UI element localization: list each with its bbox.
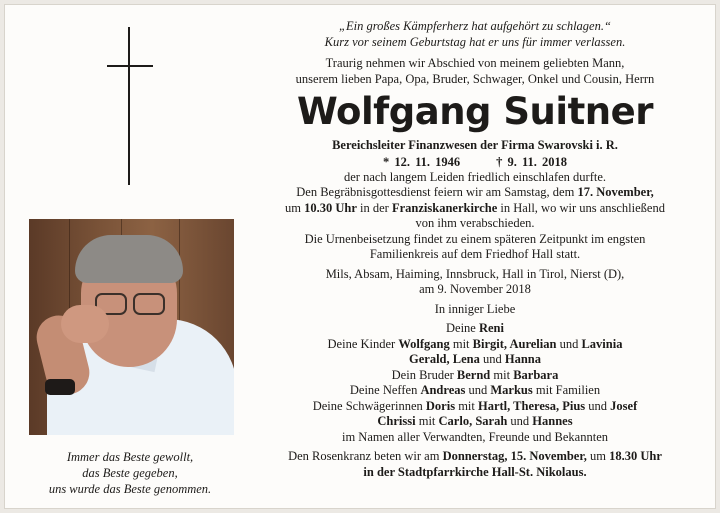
death-date: † 9. 11. 2018 <box>496 154 568 169</box>
memorial-quote-line: das Beste gegeben, <box>82 466 178 480</box>
obituary-card <box>4 4 716 509</box>
urn-line-2: Familienkreis auf dem Friedhof Hall statt. <box>369 247 581 261</box>
date-line: am 9. November 2018 <box>419 282 531 296</box>
obituary-text <box>245 19 705 480</box>
family-brother: Dein Bruder Bernd mit Barbara <box>391 367 559 382</box>
family-children: Deine Kinder Wolfgang mit Birgit, Aurelian und Lavinia <box>327 336 623 351</box>
love-line: In inniger Liebe <box>434 301 516 316</box>
family-others: im Namen aller Verwandten, Freunde und Bekannten <box>341 429 608 444</box>
rosary-church: in der Stadtpfarrkirche Hall-St. Nikolaus. <box>363 464 587 479</box>
funeral-line: Den Begräbnisgottesdienst feiern wir am Samstag, dem 17. November, <box>296 185 654 199</box>
opening-quote-line-2: Kurz vor seinem Geburtstag hat er uns für immer verlassen. <box>324 34 626 49</box>
rosary-line: Den Rosenkranz beten wir am Donnerstag, 15. November, um 18.30 Uhr <box>288 449 662 463</box>
family-children-2: Gerald, Lena und Hanna <box>409 352 541 366</box>
funeral-time-line: um 10.30 Uhr in der Franziskanerkirche in Hall, wo wir uns anschließend <box>285 200 665 215</box>
birth-date: * 12. 11. 1946 <box>382 154 461 169</box>
memorial-quote-line: uns wurde das Beste genommen. <box>48 482 212 496</box>
places-line: Mils, Absam, Haiming, Innsbruck, Hall in Tirol, Nierst (D), <box>325 266 625 281</box>
deceased-name: Wolfgang Suitner <box>297 90 653 133</box>
memorial-quote-line: Immer das Beste gewollt, <box>66 450 194 464</box>
portrait-photo <box>29 219 234 435</box>
intro-line: Traurig nehmen wir Abschied von meinem geliebten Mann, <box>325 56 625 70</box>
urn-line: Die Urnenbeisetzung findet zu einem späteren Zeitpunkt im engsten <box>304 231 646 246</box>
memorial-quote <box>15 449 245 497</box>
intro-line: unserem lieben Papa, Opa, Bruder, Schwager, Onkel und Cousin, Herrn <box>295 71 655 86</box>
opening-quote: „Ein großes Kämpferherz hat aufgehört zu schlagen.“ <box>339 19 611 33</box>
family-sisters-in-law-2: Chrissi mit Carlo, Sarah und Hannes <box>377 414 573 428</box>
job-title: Bereichsleiter Finanzwesen der Firma Swarovski i. R. <box>332 138 618 152</box>
family-nephews: Deine Neffen Andreas und Markus mit Familien <box>349 383 601 397</box>
family-wife: Deine Reni <box>446 321 504 335</box>
body-line: der nach langem Leiden friedlich einschlafen durfte. <box>343 169 607 184</box>
family-sisters-in-law: Deine Schwägerinnen Doris mit Hartl, Theresa, Pius und Josef <box>312 398 638 413</box>
body-line: von ihm verabschieden. <box>415 216 535 230</box>
life-dates <box>245 154 705 170</box>
